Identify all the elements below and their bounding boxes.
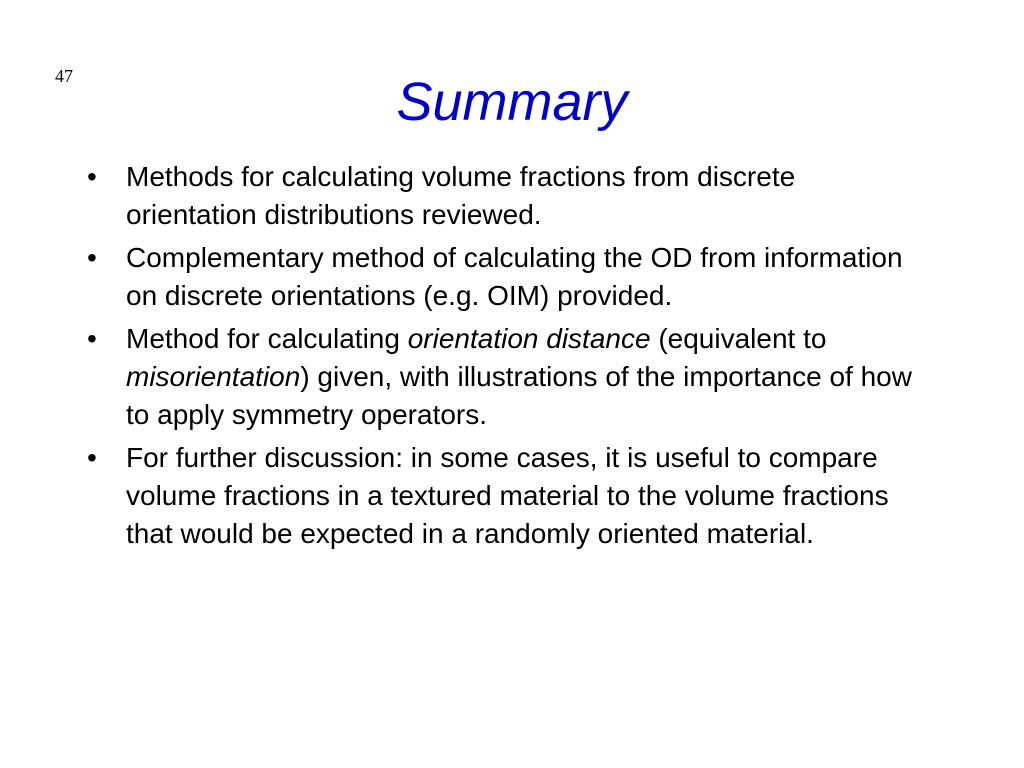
bullet-text: For further discussion: in some cases, it is useful to compare volume fractions in a textured material to the volume fractions that would be expected in a randomly oriented material. <box>126 442 889 549</box>
bullet-icon: • <box>87 442 97 473</box>
bullet-text: Complementary method of calculating the OD from information on discrete orientations (e.g. OIM) provided. <box>126 242 903 311</box>
slide-title: Summary <box>396 72 628 132</box>
bullet-text-part: Method for calculating <box>126 323 408 354</box>
emphasis-misorientation: misorientation <box>126 361 301 392</box>
bullet-text-part: (equivalent to <box>650 323 827 354</box>
bullet-list <box>83 158 933 558</box>
slide-number: 47 <box>55 66 73 86</box>
bullet-item-orientation-distance <box>83 320 933 434</box>
bullet-text-part: ) given, with illustrations of the importance of how to apply symmetry operators. <box>126 361 912 430</box>
bullet-icon: • <box>87 323 97 354</box>
bullet-text <box>126 323 912 430</box>
emphasis-orientation-distance: orientation distance <box>407 323 651 354</box>
bullet-icon: • <box>87 242 97 273</box>
bullet-icon: • <box>87 161 97 192</box>
bullet-text: Methods for calculating volume fractions from discrete orientation distributions reviewed. <box>126 161 796 230</box>
bullet-item-volume-fractions <box>83 158 933 234</box>
bullet-item-further-discussion <box>83 439 933 553</box>
bullet-item-od-method <box>83 239 933 315</box>
